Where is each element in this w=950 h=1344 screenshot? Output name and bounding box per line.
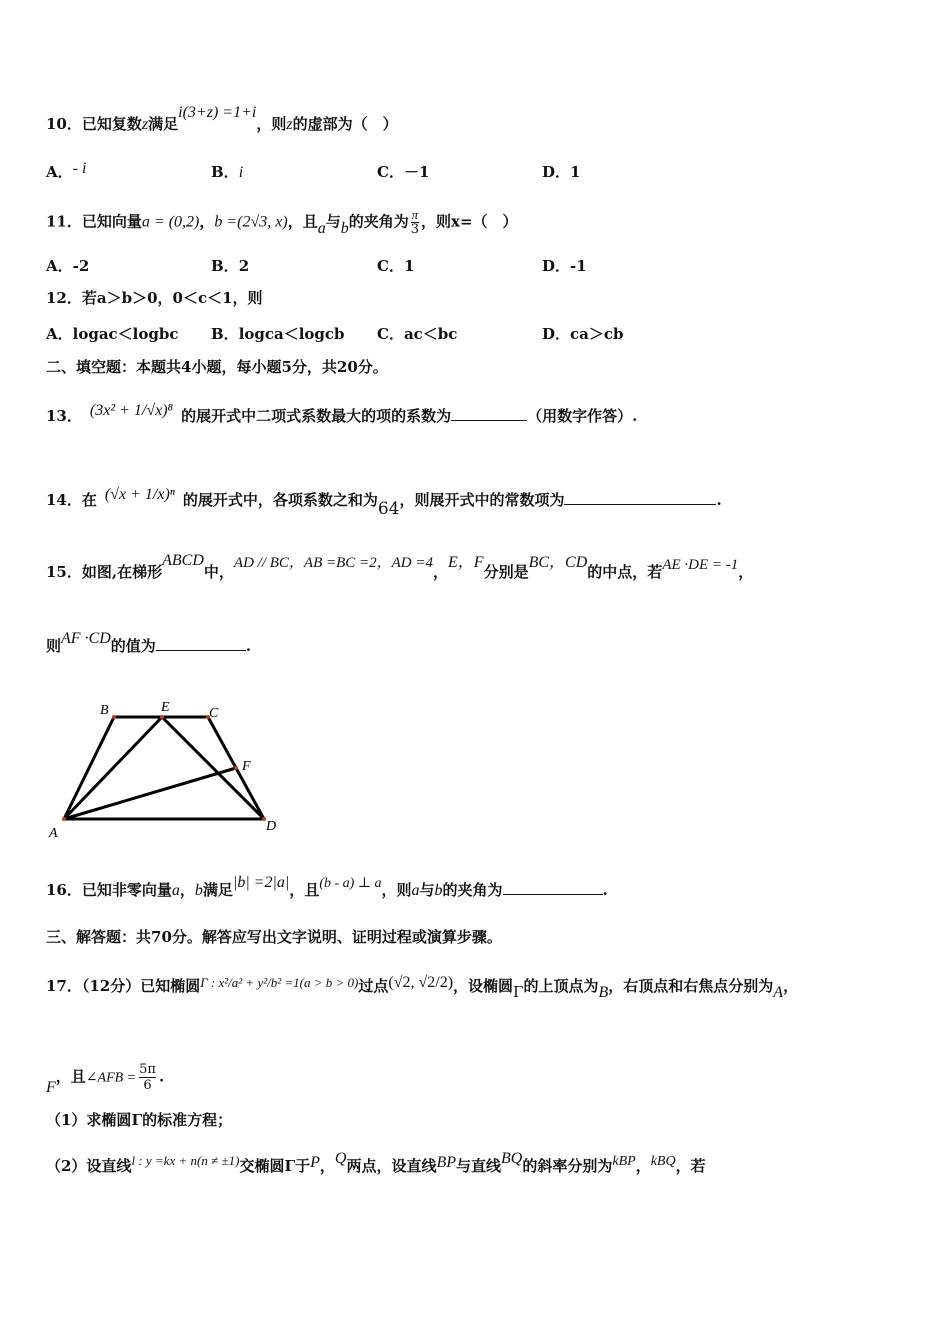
- q17-var-f: F: [46, 1078, 56, 1096]
- q10-formula: i(3+z) =1+i: [178, 104, 257, 121]
- q12-option-a: A．logac＜logbc: [46, 325, 179, 343]
- q17-part2-g: ，: [635, 1157, 651, 1175]
- q11-option-a: A．-2: [46, 257, 90, 275]
- q13-answer-blank: [451, 406, 527, 421]
- q11-vector-a: a = (0,2): [141, 213, 200, 231]
- q17-gamma: Γ: [513, 983, 524, 1001]
- q16-var-a2: a: [411, 882, 420, 899]
- q15-text-a: 如图,在梯形: [81, 563, 163, 581]
- q16-text-e: 与: [419, 881, 435, 899]
- question-17: [46, 974, 910, 1001]
- q14-expression: (√x + 1/x)ⁿ: [104, 486, 175, 503]
- question-13: [46, 402, 910, 427]
- q17-k-bp: kBP: [612, 1154, 636, 1169]
- question-17-part-2: [46, 1150, 910, 1178]
- q16-var-b2: b: [434, 882, 443, 899]
- q11-option-c: C．1: [377, 257, 415, 275]
- q17-var-a: A: [773, 984, 784, 1001]
- q11-var-a: a: [317, 219, 326, 237]
- q15-condition-1: AD // BC，AB =BC =2，AD =4: [233, 555, 434, 571]
- q16-var-a: a: [171, 882, 180, 899]
- q17-var-q: Q: [334, 1150, 347, 1167]
- q10-option-d: D．1: [542, 163, 581, 181]
- q14-number: 14．: [46, 491, 82, 509]
- question-17-part-1: （1）求椭圆Γ的标准方程；: [46, 1111, 233, 1129]
- q10-text-a: 已知复数: [81, 115, 142, 133]
- question-15-line-2: [46, 630, 910, 657]
- q17-ellipse-equation: Γ : x²/a² + y²/b² =1(a > b > 0): [200, 975, 359, 990]
- q11-text-d: 的夹角为: [348, 212, 409, 231]
- q16-condition-1: |b| =2|a|: [232, 874, 290, 891]
- q17-part2-h: ，若: [675, 1157, 706, 1175]
- q15-tail: .: [245, 637, 252, 655]
- q11-text-a: 已知向量: [81, 212, 142, 231]
- q16-text-c: ，且: [289, 881, 320, 899]
- q17-score: （12分）: [81, 977, 141, 995]
- question-17-line-2: [46, 1062, 910, 1096]
- q14-value: 64: [377, 499, 400, 519]
- q15-expression-2: AF ·CD: [61, 630, 111, 647]
- q11-number: 11．: [46, 212, 82, 231]
- q11-sep: ，: [199, 212, 215, 231]
- question-16: [46, 874, 910, 902]
- q15-text-d: 分别是: [483, 563, 529, 581]
- q11-text-b: ，且: [287, 212, 318, 231]
- q15-line2-b: 的值为: [110, 637, 156, 655]
- q11-angle-fraction: $\frac{\pi}{3}$: [410, 207, 420, 237]
- q17-number: 17．: [46, 977, 82, 995]
- q13-text: 的展开式中二项式系数最大的项的系数为: [181, 407, 452, 425]
- question-12: [46, 288, 910, 308]
- q15-number: 15．: [46, 563, 82, 581]
- q16-text-b: 满足: [202, 881, 233, 899]
- q17-text-e: ，右顶点和右焦点分别为: [608, 977, 774, 995]
- question-15: [46, 552, 910, 583]
- q15-text-e: 的中点，若: [587, 563, 663, 581]
- q15-segments: BC，CD: [528, 554, 588, 571]
- q17-part2-d: 两点，设直线: [346, 1157, 437, 1175]
- q14-text-a: 在: [81, 491, 97, 509]
- q17-var-b: B: [598, 984, 609, 1001]
- q17-text-c: ，设椭圆: [453, 977, 514, 995]
- q16-number: 16．: [46, 881, 82, 899]
- q17-text-a: 已知椭圆: [140, 977, 201, 995]
- label-e: E: [161, 700, 170, 715]
- q11-option-b: B．2: [211, 257, 250, 275]
- q13-number: 13．: [46, 407, 82, 425]
- label-a: A: [49, 826, 58, 841]
- q16-text-a: 已知非零向量: [81, 881, 172, 899]
- q16-sep: ，: [179, 881, 195, 899]
- q15-answer-blank: [156, 636, 246, 651]
- q10-option-a: A．- i: [46, 160, 87, 181]
- q12-text: 若a＞b＞0，0＜c＜1，则: [81, 289, 263, 307]
- q16-condition-2: (b - a) ⊥ a: [319, 876, 382, 891]
- q17-line2-a: ，且: [55, 1067, 86, 1086]
- q10-text-d: 的虚部为（ ）: [292, 115, 398, 133]
- q12-option-d: D．ca＞cb: [542, 325, 624, 343]
- q12-number: 12．: [46, 289, 82, 307]
- q10-var-z2: z: [286, 116, 293, 133]
- label-c: C: [209, 706, 219, 721]
- q16-text-d: ，则: [381, 881, 412, 899]
- q14-tail: .: [716, 491, 722, 509]
- q14-text-b: 的展开式中，各项系数之和为: [182, 491, 378, 509]
- q17-k-bq: kBQ: [650, 1154, 676, 1169]
- section-3-heading: 三、解答题：共70分。解答应写出文字说明、证明过程或演算步骤。: [46, 928, 502, 946]
- q15-shape: ABCD: [162, 552, 204, 569]
- q17-line2-b: .: [158, 1067, 165, 1086]
- q17-part2-b: 交椭圆Γ于: [239, 1157, 311, 1175]
- point-b: [112, 715, 116, 719]
- q16-var-b: b: [194, 882, 203, 899]
- point-e: [160, 715, 164, 719]
- q17-part2-f: 的斜率分别为: [522, 1157, 613, 1175]
- q14-answer-blank: [564, 490, 716, 505]
- q11-text-e: ，则x=（ ）: [421, 212, 518, 231]
- q15-text-f: ，: [738, 563, 754, 581]
- q11-var-b: b: [340, 219, 349, 237]
- point-f: [234, 766, 238, 770]
- q11-option-d: D．-1: [542, 257, 587, 275]
- q10-option-b: B．i: [211, 163, 244, 181]
- section-2-heading: 二、填空题：本题共4小题，每小题5分，共20分。: [46, 358, 388, 376]
- q15-text-b: 中，: [203, 563, 234, 581]
- q14-text-c: ，则展开式中的常数项为: [399, 491, 565, 509]
- q16-text-f: 的夹角为: [442, 881, 503, 899]
- q11-vector-b: b =(2√3, x): [214, 213, 288, 231]
- q17-part2-a: （2）设直线: [46, 1157, 132, 1175]
- q17-text-f: ，: [783, 977, 799, 995]
- q17-part2-e: 与直线: [456, 1157, 502, 1175]
- question-14: [46, 486, 910, 519]
- q17-var-bp: BP: [436, 1154, 457, 1171]
- q15-line2-a: 则: [46, 637, 62, 655]
- q17-angle: ∠AFB =: [85, 1070, 137, 1086]
- q13-expression: (3x² + 1/√x)⁸: [89, 402, 174, 419]
- label-f: F: [242, 759, 251, 774]
- q16-answer-blank: [503, 880, 603, 895]
- point-a: [62, 817, 66, 821]
- q15-text-c: ，: [433, 563, 449, 581]
- q17-var-bq: BQ: [501, 1150, 523, 1167]
- question-11: [46, 208, 910, 237]
- q10-var-z: z: [141, 116, 149, 133]
- q15-condition-2: AE ·DE = -1: [662, 557, 739, 573]
- q17-text-d: 的上顶点为: [523, 977, 599, 995]
- q17-text-b: 过点: [358, 977, 389, 995]
- q15-points: E，F: [448, 554, 484, 571]
- label-d: D: [266, 819, 277, 834]
- q17-line-equation: l : y =kx + n(n ≠ ±1): [131, 1153, 240, 1168]
- q17-part2-c: ，: [319, 1157, 335, 1175]
- question-10: [46, 104, 910, 135]
- q11-text-c: 与: [325, 212, 341, 231]
- q16-tail: .: [602, 881, 608, 899]
- q10-option-c: C．－1: [377, 163, 430, 181]
- q13-tail: （用数字作答）.: [527, 407, 638, 425]
- q10-text-b: 满足: [148, 115, 179, 133]
- q12-option-c: C．ac＜bc: [377, 325, 458, 343]
- q10-text-c: ，则: [256, 115, 287, 133]
- q17-angle-fraction: $\frac{5\pi}{6}$: [139, 1062, 156, 1093]
- trapezoid-figure: [42, 692, 292, 842]
- q17-var-p: P: [310, 1154, 320, 1171]
- segment-ab: [64, 717, 114, 819]
- label-b: B: [100, 703, 109, 718]
- q17-point: (√2, √2/2): [388, 974, 454, 991]
- q10-number: 10．: [46, 115, 82, 133]
- q12-option-b: B．logca＜logcb: [211, 325, 345, 343]
